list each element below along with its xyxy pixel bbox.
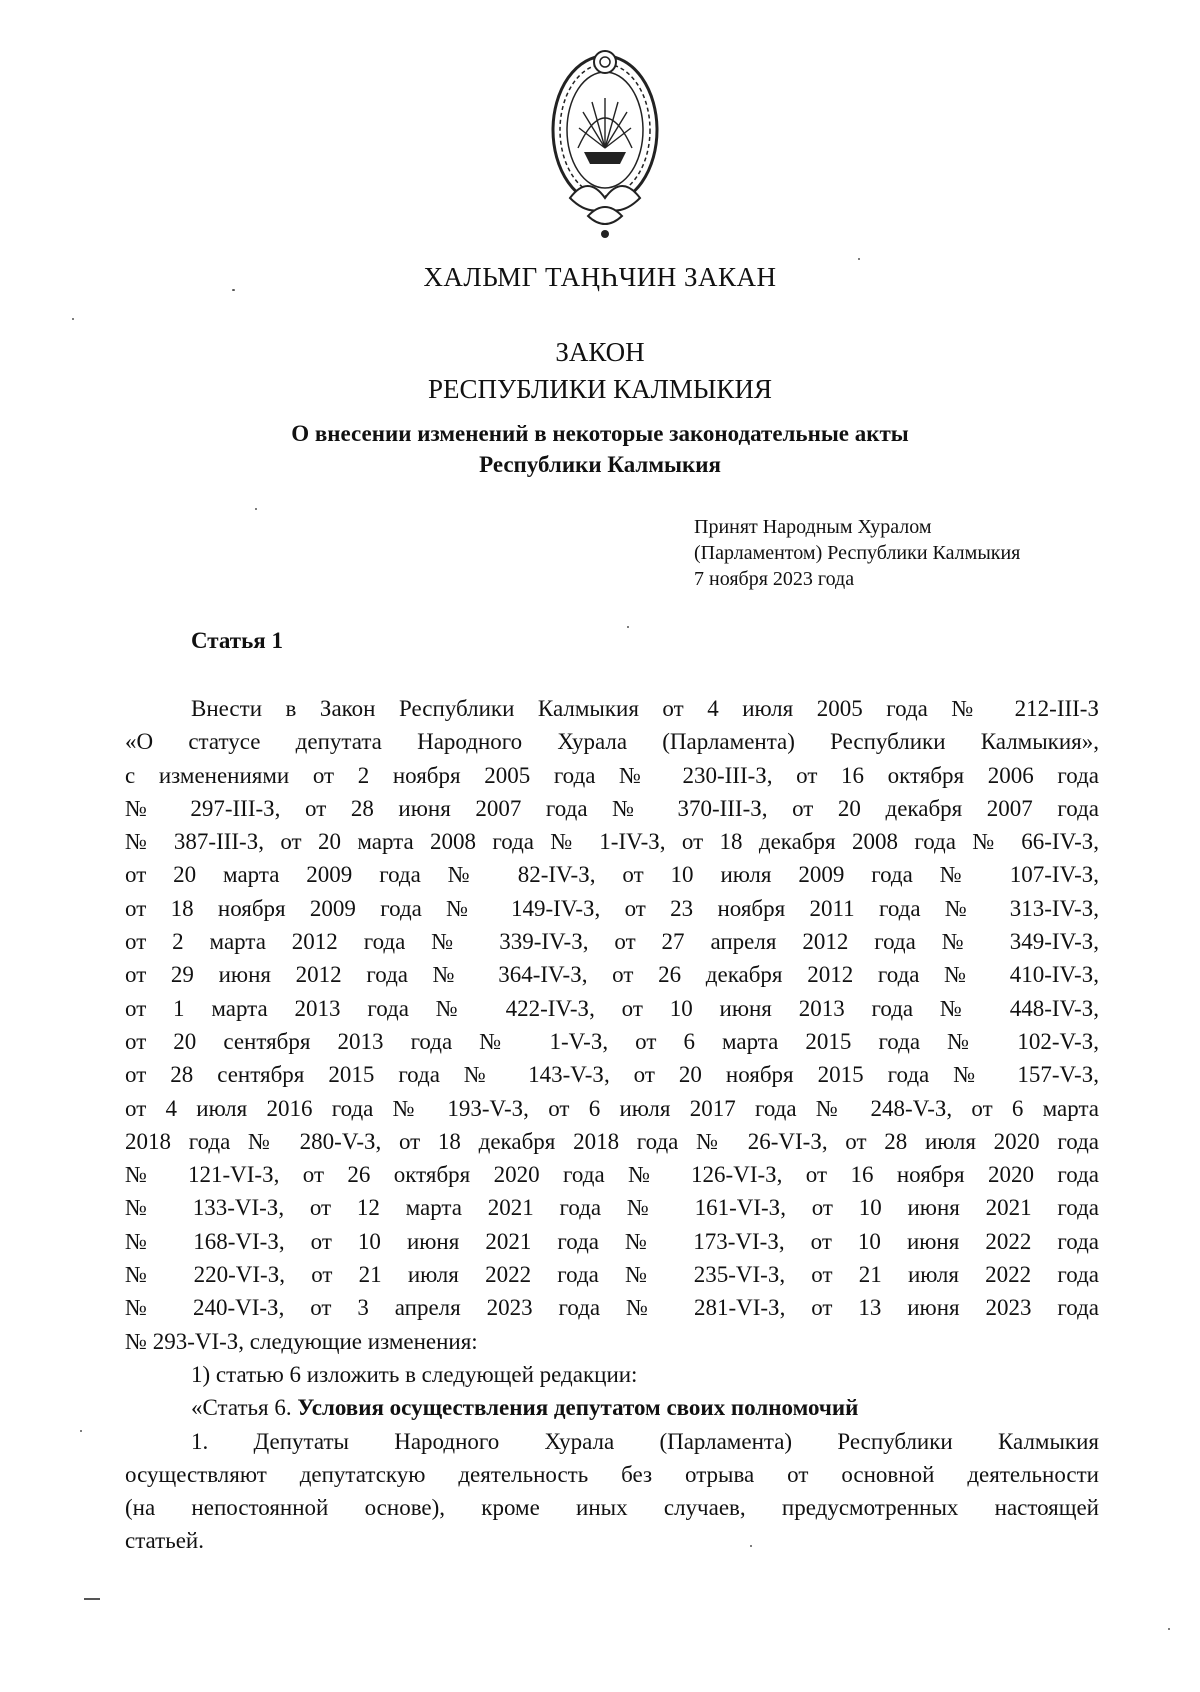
body-line: от 4 июля 2016 года № 193-V-З, от 6 июля 2017 года № 248-V-З, от 6 марта	[125, 1095, 1099, 1121]
body-line: от 20 сентября 2013 года № 1-V-З, от 6 марта 2015 года № 102-V-З,	[125, 1028, 1099, 1054]
law-subtitle	[0, 418, 1200, 480]
body-line: от 28 сентября 2015 года № 143-V-З, от 20 ноября 2015 года № 157-V-З,	[125, 1062, 1099, 1088]
scan-speck	[232, 289, 235, 291]
law-title-line: РЕСПУБЛИКИ КАЛМЫКИЯ	[428, 374, 772, 404]
adoption-note	[694, 514, 1020, 592]
article-body	[125, 692, 1099, 1558]
law-subtitle-line: О внесении изменений в некоторые законодательные акты	[291, 421, 909, 446]
scan-speck	[84, 1598, 100, 1600]
body-line: № 387-III-З, от 20 марта 2008 года № 1-IV-З, от 18 декабря 2008 года № 66-IV-З,	[125, 829, 1099, 855]
adoption-date: 7 ноября 2023 года	[694, 568, 855, 590]
body-line: 2018 года № 280-V-З, от 18 декабря 2018 года № 26-VI-З, от 28 июля 2020 года	[125, 1128, 1099, 1154]
article6-heading	[125, 1391, 1099, 1424]
body-line: № 293-VI-З, следующие изменения:	[125, 1328, 478, 1354]
body-line: от 18 ноября 2009 года № 149-IV-З, от 23 ноября 2011 года № 313-IV-З,	[125, 895, 1099, 921]
body-line: «О статусе депутата Народного Хурала (Парламента) Республики Калмыкия»,	[125, 729, 1099, 755]
kalmyk-title: ХАЛЬМГ ТАҢҺЧИН ЗАКАН	[423, 262, 777, 292]
point-line: 1. Депутаты Народного Хурала (Парламента) Республики Калмыкия	[191, 1428, 1099, 1454]
body-line: от 29 июня 2012 года № 364-IV-З, от 26 декабря 2012 года № 410-IV-З,	[125, 962, 1099, 988]
article-heading: Статья 1	[191, 628, 283, 653]
point-line: статьей.	[125, 1528, 204, 1554]
scan-speck	[255, 508, 257, 510]
adoption-line: Принят Народным Хуралом	[694, 516, 932, 538]
body-line: от 20 марта 2009 года № 82-IV-З, от 10 июля 2009 года № 107-IV-З,	[125, 862, 1099, 888]
adoption-line: (Парламентом) Республики Калмыкия	[694, 542, 1021, 564]
body-line: № 220-VI-З, от 21 июля 2022 года № 235-VI-З, от 21 июля 2022 года	[125, 1262, 1099, 1288]
amendment-item: 1) статью 6 изложить в следующей редакции:	[191, 1361, 638, 1387]
scan-speck	[858, 258, 860, 260]
law-title	[0, 334, 1200, 408]
body-line: № 133-VI-З, от 12 марта 2021 года № 161-VI-З, от 10 июня 2021 года	[125, 1195, 1099, 1221]
article6-title: Условия осуществления депутатом своих полномочий	[297, 1395, 859, 1421]
body-line: с изменениями от 2 ноября 2005 года № 230-III-З, от 16 октября 2006 года	[125, 762, 1099, 788]
body-line: № 168-VI-З, от 10 июня 2021 года № 173-VI-З, от 10 июня 2022 года	[125, 1228, 1099, 1254]
body-line: Внести в Закон Республики Калмыкия от 4 июля 2005 года № 212-III-З	[191, 696, 1099, 721]
scan-speck	[80, 1430, 82, 1432]
scan-speck	[1168, 1628, 1170, 1630]
scan-speck	[627, 626, 629, 628]
body-line: № 297-III-З, от 28 июня 2007 года № 370-III-З, от 20 декабря 2007 года	[125, 795, 1099, 821]
law-title-line: ЗАКОН	[555, 337, 645, 367]
point-line: (на непостоянной основе), кроме иных случаев, предусмотренных настоящей	[125, 1495, 1099, 1521]
law-subtitle-line: Республики Калмыкия	[479, 452, 721, 477]
coat-of-arms-emblem	[548, 48, 662, 248]
point-line: осуществляют депутатскую деятельность без отрыва от основной деятельности	[125, 1461, 1099, 1487]
scan-speck	[72, 318, 74, 320]
body-line: от 1 марта 2013 года № 422-IV-З, от 10 июня 2013 года № 448-IV-З,	[125, 995, 1099, 1021]
body-line: № 121-VI-З, от 26 октября 2020 года № 126-VI-З, от 16 ноября 2020 года	[125, 1162, 1099, 1188]
body-line: № 240-VI-З, от 3 апреля 2023 года № 281-VI-З, от 13 июня 2023 года	[125, 1295, 1099, 1321]
body-line: от 2 марта 2012 года № 339-IV-З, от 27 апреля 2012 года № 349-IV-З,	[125, 929, 1099, 955]
article6-prefix: «Статья 6.	[191, 1395, 298, 1421]
scan-speck	[750, 1545, 752, 1547]
